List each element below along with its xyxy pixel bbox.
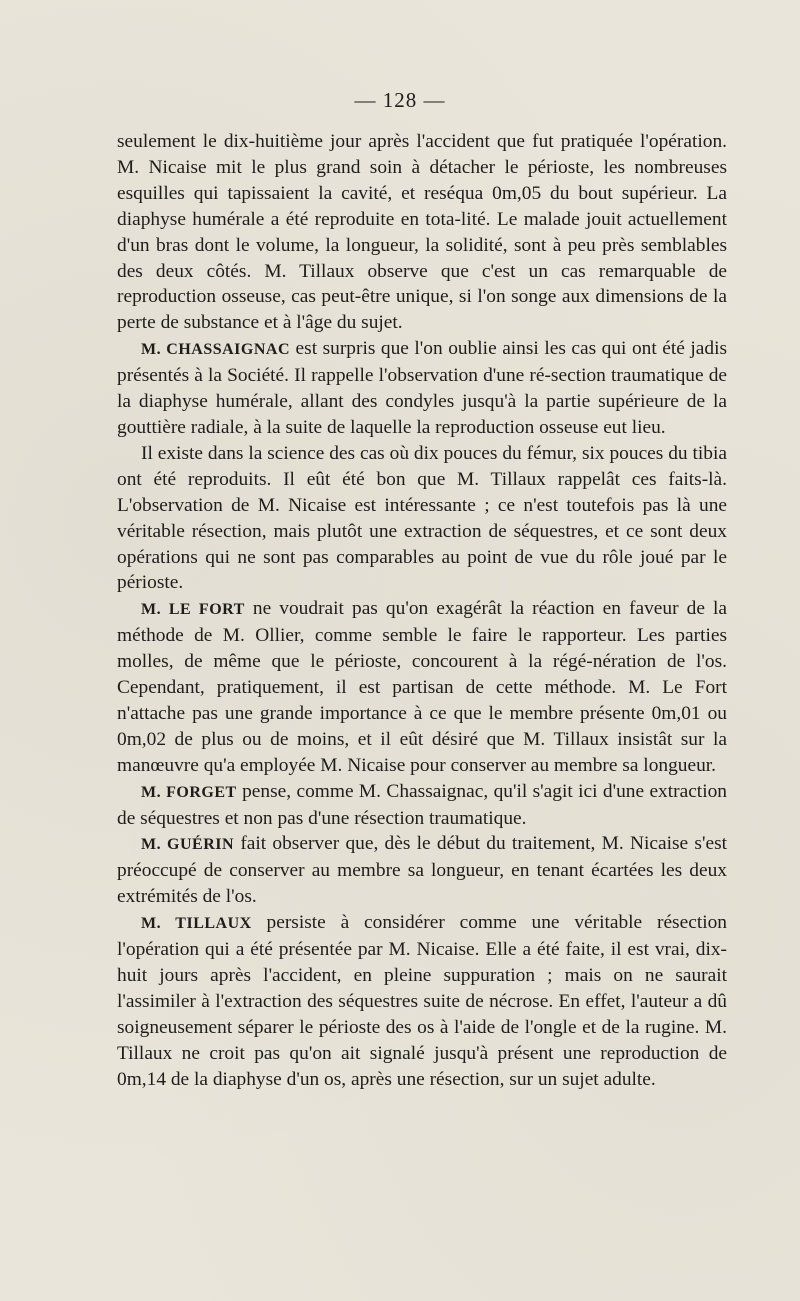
paragraph-chassaignac-continued: Il existe dans la science des cas où dix pouces du fémur, six pouces du tibia ont été reproduits. Il eût été bon que M. Tillaux rappelât ces faits-là. L'observation de M. Nicaise est intéressante ; ce n'est toutefois pas là une véritable résection, mais plutôt une extraction de séquestres, et ce sont deux opérations qui ne sont pas comparables au point de vue du rôle joué par le périoste. [117, 442, 727, 594]
body-text [117, 129, 727, 1093]
paragraph-continuation: seulement le dix-huitième jour après l'accident que fut pratiquée l'opération. M. Nicaise mit le plus grand soin à détacher le périoste, les nombreuses esquilles qui tapissaient la cavité, et reséqua 0m,05 du bout supérieur. La diaphyse humérale a été reproduite en tota-lité. Le malade jouit actuellement d'un bras dont le volume, la longueur, la solidité, sont à peu près semblables des deux côtés. M. Tillaux observe que c'est un cas remarquable de reproduction osseuse, cas peut-être unique, si l'on songe aux dimensions de la perte de substance et à l'âge du sujet. [117, 131, 727, 334]
paragraph-text: ne voudrait pas qu'on exagérât la réaction en faveur de la méthode de M. Ollier, comme semble le faire le rapporteur. Les parties molles, de même que le périoste, concourent à la régé-nération de l'os. Cependant, pratiquement, il est partisan de cette méthode. M. Le Fort n'attache pas une grande importance à ce que le membre présente 0m,01 ou 0m,02 de plus ou de moins, et il eût désiré que M. Tillaux insistât sur la manœuvre qu'a employée M. Nicaise pour conserver au membre sa longueur. [117, 598, 728, 776]
paragraph-tillaux [117, 910, 727, 1092]
paragraph-forget [117, 779, 727, 832]
speaker-name: M. LE FORT [141, 601, 245, 619]
speaker-name: M. CHASSAIGNAC [141, 341, 291, 359]
speaker-name: M. TILLAUX [141, 915, 252, 933]
speaker-name: M. GUÉRIN [141, 836, 235, 854]
speaker-name: M. FORGET [141, 783, 237, 801]
paragraph-le-fort [117, 596, 727, 778]
paragraph-chassaignac [117, 336, 727, 441]
page-number: — 128 — [354, 88, 446, 112]
paragraph-guerin [117, 831, 727, 910]
paragraph-text: est surpris que l'on oublie ainsi les cas qui ont été jadis présentés à la Société. Il rappelle l'observation d'une ré-section traumatique de la diaphyse humérale, allant des condyles jusqu'à la partie supérieure de la gouttière radiale, à la suite de laquelle la reproduction osseuse eut lieu. [117, 338, 727, 438]
paragraph-text: pense, comme M. Chassaignac, qu'il s'agit ici d'une extraction de séquestres et non pas d'une résection traumatique. [117, 780, 727, 829]
paragraph-text: fait observer que, dès le début du traitement, M. Nicaise s'est préoccupé de conserver au membre sa longueur, en tenant écartées les deux extrémités de l'os. [117, 833, 728, 908]
paragraph-text: persiste à considérer comme une véritable résection l'opération qui a été présentée par M. Nicaise. Elle a été faite, il est vrai, dix-huit jours après l'accident, en pleine suppuration ; mais on ne saurait l'assimiler à l'extraction des séquestres suite de nécrose. En effet, l'auteur a dû soigneusement séparer le périoste des os à l'aide de l'ongle et de la rugine. M. Tillaux ne croit pas qu'on ait signalé jusqu'à présent une reproduction de 0m,14 de la diaphyse d'un os, après une résection, sur un sujet adulte. [117, 912, 727, 1090]
